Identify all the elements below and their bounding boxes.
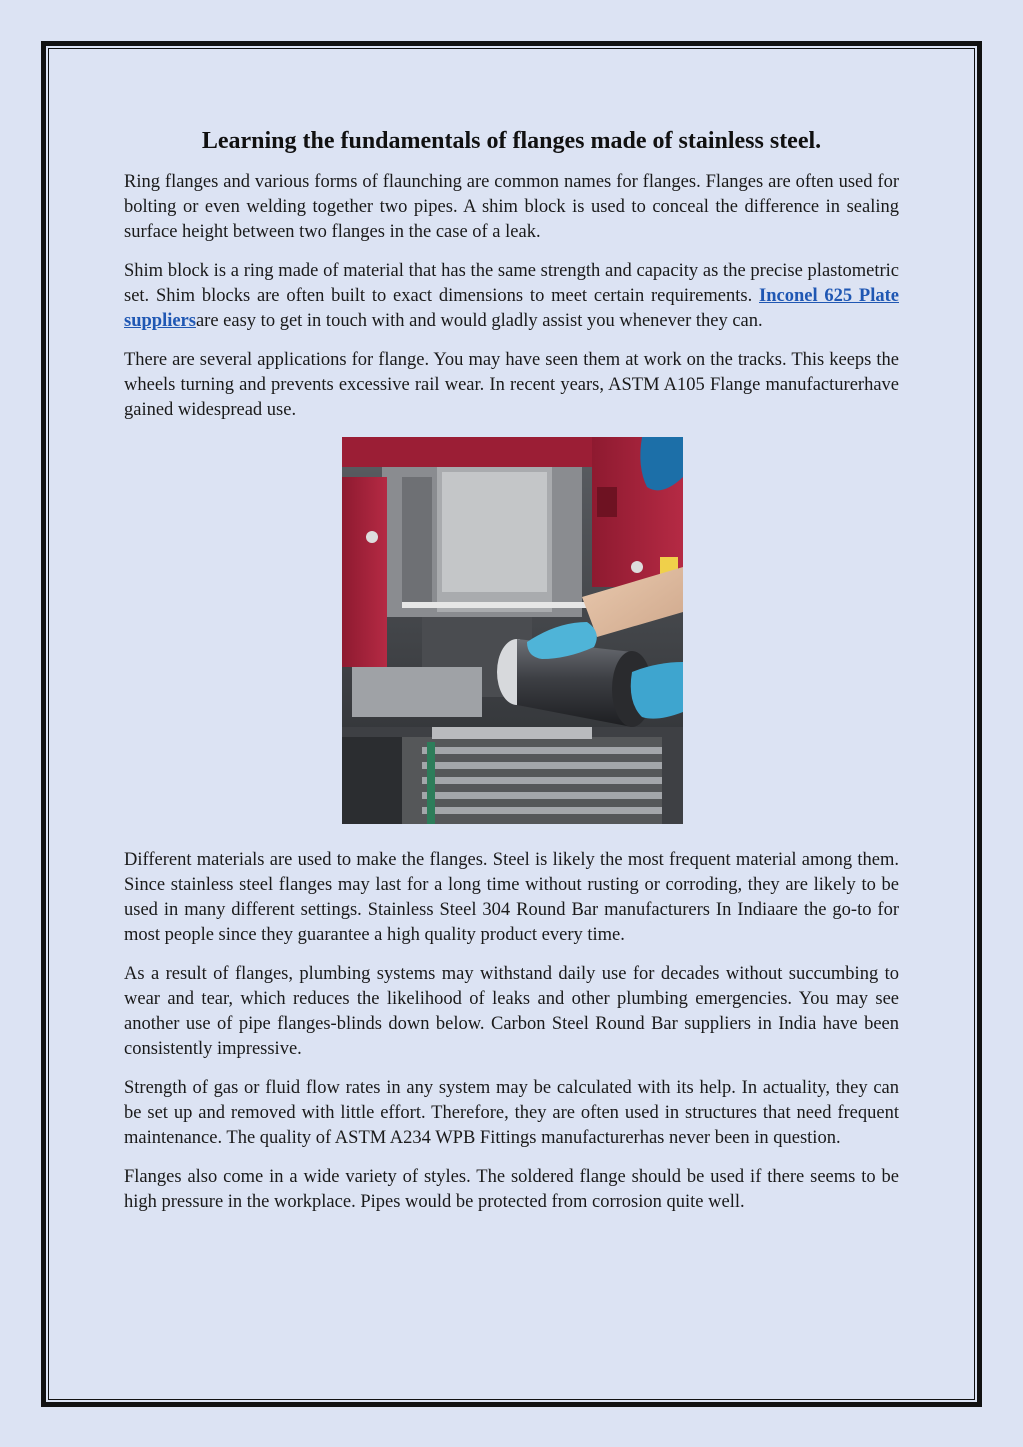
inconel-plate-suppliers-link[interactable]: Inconel 625 Plate suppliers: [124, 286, 899, 331]
document-body: [124, 124, 899, 1229]
page-title: Learning the fundamentals of flanges made of stainless steel.: [201, 128, 822, 154]
paragraph-text: are easy to get in touch with and would gladly assist you whenever they can.: [195, 311, 763, 331]
paragraph-plumbing: As a result of flanges, plumbing systems may withstand daily use for decades without succumbing to wear and tear, which reduces the likelihood of leaks and other plumbing emergencies. You may see another use of pipe flanges-blinds down below. Carbon Steel Round Bar suppliers in India have been consistently impressive.: [124, 964, 899, 1059]
paragraph-shim-block: [124, 259, 899, 334]
paragraph-text: Shim block is a ring made of material that has the same strength and capacity as the precise plastometric set. Shim blocks are often built to exact dimensions to meet certain requirements.: [124, 261, 899, 306]
paragraph-materials: Different materials are used to make the flanges. Steel is likely the most frequent material among them. Since stainless steel flanges may last for a long time without rusting or corroding, they are likely to be used in many different settings. Stainless Steel 304 Round Bar manufacturers In Indiaare the go-to for most people since they guarantee a high quality product every time.: [124, 850, 899, 945]
paragraph-flow-rates: Strength of gas or fluid flow rates in any system may be calculated with its help. In actuality, they can be set up and removed with little effort. Therefore, they are often used in structures that need frequent maintenance. The quality of ASTM A234 WPB Fittings manufacturerhas never been in question.: [124, 1078, 899, 1148]
paragraph-intro: Ring flanges and various forms of flaunching are common names for flanges. Flanges are often used for bolting or even welding together two pipes. A shim block is used to conceal the difference in sealing surface height between two flanges in the case of a leak.: [124, 172, 899, 242]
paragraph-applications: There are several applications for flange. You may have seen them at work on the tracks. This keeps the wheels turning and prevents excessive rail wear. In recent years, ASTM A105 Flange manufacturerhave gained widespread use.: [124, 350, 899, 420]
paragraph-styles: Flanges also come in a wide variety of styles. The soldered flange should be used if there seems to be high pressure in the workplace. Pipes would be protected from corrosion quite well.: [124, 1167, 899, 1212]
bandsaw-cutting-photo: [342, 437, 683, 824]
photo-container: [124, 437, 899, 824]
